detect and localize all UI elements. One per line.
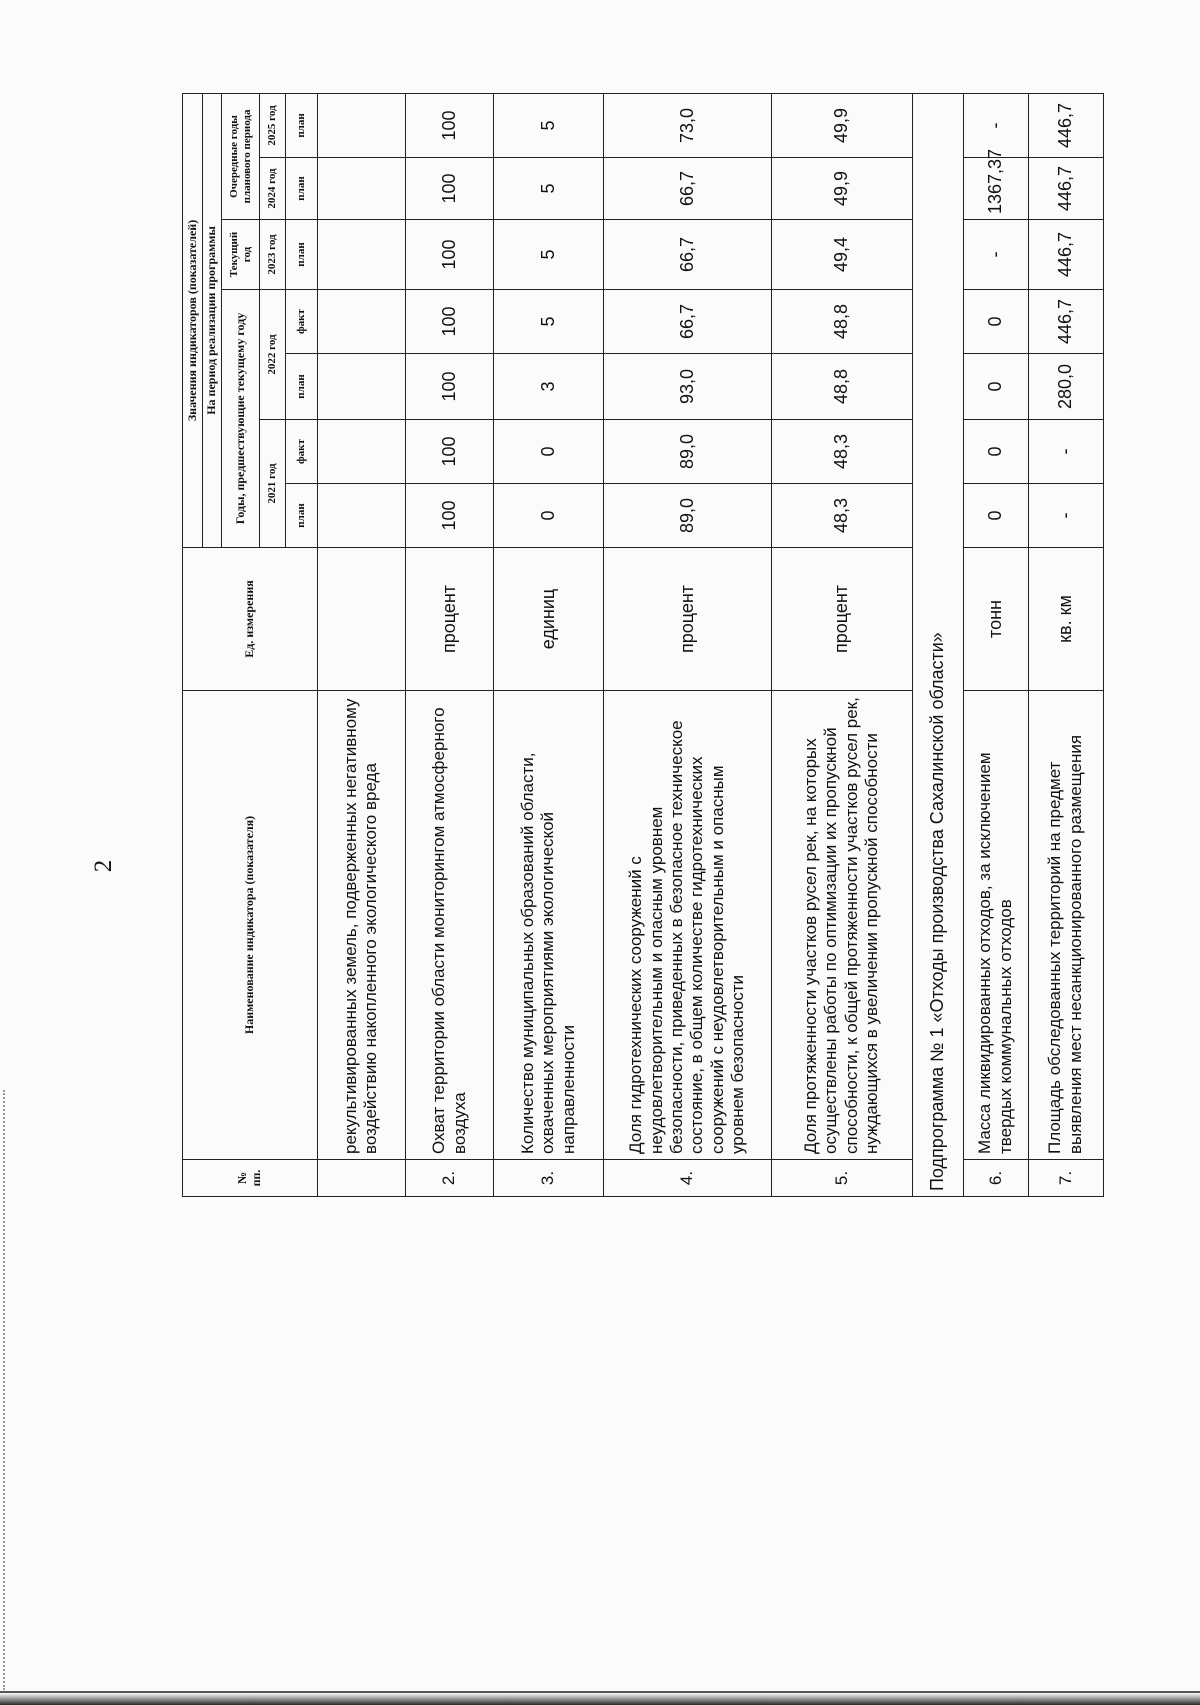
header-fact: факт (286, 290, 318, 354)
value-cell (318, 420, 406, 484)
header-plan: план (286, 484, 318, 548)
subprogram-title: Подпрограмма № 1 «Отходы производства Сахалинской области» (912, 93, 963, 1196)
indicator-name: Площадь обследованных территорий на предмет выявления мест несанкционированного размещения (1028, 691, 1103, 1160)
indicator-name: Масса ликвидированных отходов, за исключением твердых коммунальных отходов (964, 691, 1028, 1160)
row-number: 2. (405, 1160, 494, 1197)
page-number: 2 (90, 859, 117, 873)
row-number: 6. (964, 1160, 1028, 1197)
table-row (494, 93, 604, 1196)
value-cell: - (1028, 484, 1103, 548)
value-cell: 446,7 (1028, 290, 1103, 354)
unit-cell: единиц (494, 548, 604, 691)
value-cell: 446,7 (1028, 93, 1103, 157)
value-cell (318, 354, 406, 420)
value-cell: 100 (405, 420, 494, 484)
header-2025: 2025 год (260, 93, 286, 157)
subprogram-row (912, 93, 963, 1196)
value-cell: 48,3 (771, 484, 912, 548)
value-cell: 0 (964, 354, 1028, 420)
header-plan: план (286, 93, 318, 157)
value-cell (318, 93, 406, 157)
value-cell: 93,0 (603, 354, 771, 420)
value-cell (318, 158, 406, 220)
value-cell: 0 (964, 290, 1028, 354)
value-cell: 100 (405, 93, 494, 157)
header-plan: план (286, 220, 318, 290)
header-prev-years: Годы, предшествующие текущему году (222, 290, 260, 548)
value-cell: 48,3 (771, 420, 912, 484)
value-cell: 5 (494, 220, 604, 290)
value-cell: 1367,37 (964, 158, 1028, 220)
table-row (405, 93, 494, 1196)
value-cell: 48,8 (771, 290, 912, 354)
header-2023: 2023 год (260, 220, 286, 290)
value-cell: - (1028, 420, 1103, 484)
header-2024: 2024 год (260, 158, 286, 220)
value-cell: 0 (494, 420, 604, 484)
unit-cell: процент (771, 548, 912, 691)
value-cell: 89,0 (603, 420, 771, 484)
value-cell (318, 290, 406, 354)
value-cell: 100 (405, 158, 494, 220)
header-period: На период реализации программы (203, 93, 222, 547)
value-cell: 100 (405, 484, 494, 548)
table-row (771, 93, 912, 1196)
indicator-name: Количество муниципальных образований области, охваченных мероприятиями экологической направленности (494, 691, 604, 1160)
value-cell: - (964, 220, 1028, 290)
indicator-name: Доля протяженности участков русел рек, на которых осуществлены работы по оптимизации их пропускной способности, к общей протяженности участков русел рек, нуждающихся в увеличении пропускной способности (771, 691, 912, 1160)
row-number: 7. (1028, 1160, 1103, 1197)
row-number (318, 1160, 406, 1197)
unit-cell: процент (405, 548, 494, 691)
indicator-name: Охват территории области мониторингом атмосферного воздуха (405, 691, 494, 1160)
scan-edge-shadow (0, 1693, 1200, 1705)
value-cell: 100 (405, 220, 494, 290)
header-plan: план (286, 354, 318, 420)
value-cell: 5 (494, 290, 604, 354)
value-cell: 280,0 (1028, 354, 1103, 420)
indicator-name: рекультивированных земель, подверженных негативному воздействию накопленного экологического вреда (318, 691, 406, 1160)
value-cell: 5 (494, 93, 604, 157)
value-cell: 446,7 (1028, 158, 1103, 220)
value-cell: 48,8 (771, 354, 912, 420)
value-cell: 49,9 (771, 93, 912, 157)
table-row (603, 93, 771, 1196)
value-cell: 3 (494, 354, 604, 420)
row-number: 3. (494, 1160, 604, 1197)
value-cell: 446,7 (1028, 220, 1103, 290)
header-name: Наименование индикатора (показателя) (183, 691, 318, 1160)
value-cell: - (964, 93, 1028, 157)
header-current-year: Текущий год (222, 220, 260, 290)
value-cell: 49,9 (771, 158, 912, 220)
value-cell (318, 484, 406, 548)
row-number: 5. (771, 1160, 912, 1197)
unit-cell: тонн (964, 548, 1028, 691)
indicator-table-container (182, 94, 1104, 1197)
unit-cell: кв. км (1028, 548, 1103, 691)
value-cell: 73,0 (603, 93, 771, 157)
header-2021: 2021 год (260, 420, 286, 548)
header-fact: факт (286, 420, 318, 484)
value-cell (318, 220, 406, 290)
value-cell: 89,0 (603, 484, 771, 548)
indicator-name: Доля гидротехнических сооружений с неудовлетворительным и опасным уровнем безопасности, приведенных в безопасное техническое состояние, в общем количестве гидротехнических сооружений с неудовлетворительным и опасным уровнем безопасности (603, 691, 771, 1160)
value-cell: 66,7 (603, 158, 771, 220)
table-row (1028, 93, 1103, 1196)
value-cell: 49,4 (771, 220, 912, 290)
header-next-years: Очередные годы планового периода (222, 93, 260, 219)
header-plan: план (286, 158, 318, 220)
scan-artifact-dots (3, 1090, 7, 1690)
value-cell: 0 (964, 484, 1028, 548)
header-values: Значения индикаторов (показателей) (183, 93, 203, 547)
table-row (318, 93, 406, 1196)
unit-cell: процент (603, 548, 771, 691)
header-unit: Ед. измерения (183, 548, 318, 691)
value-cell: 0 (964, 420, 1028, 484)
value-cell: 66,7 (603, 220, 771, 290)
table-row (964, 93, 1028, 1196)
header-2022: 2022 год (260, 290, 286, 420)
value-cell: 0 (494, 484, 604, 548)
indicator-table (182, 93, 1104, 1197)
value-cell: 100 (405, 290, 494, 354)
value-cell: 100 (405, 354, 494, 420)
row-number: 4. (603, 1160, 771, 1197)
value-cell: 5 (494, 158, 604, 220)
header-num: № пп. (183, 1160, 318, 1197)
rotated-sheet (182, 94, 1104, 1197)
value-cell: 66,7 (603, 290, 771, 354)
unit-cell (318, 548, 406, 691)
